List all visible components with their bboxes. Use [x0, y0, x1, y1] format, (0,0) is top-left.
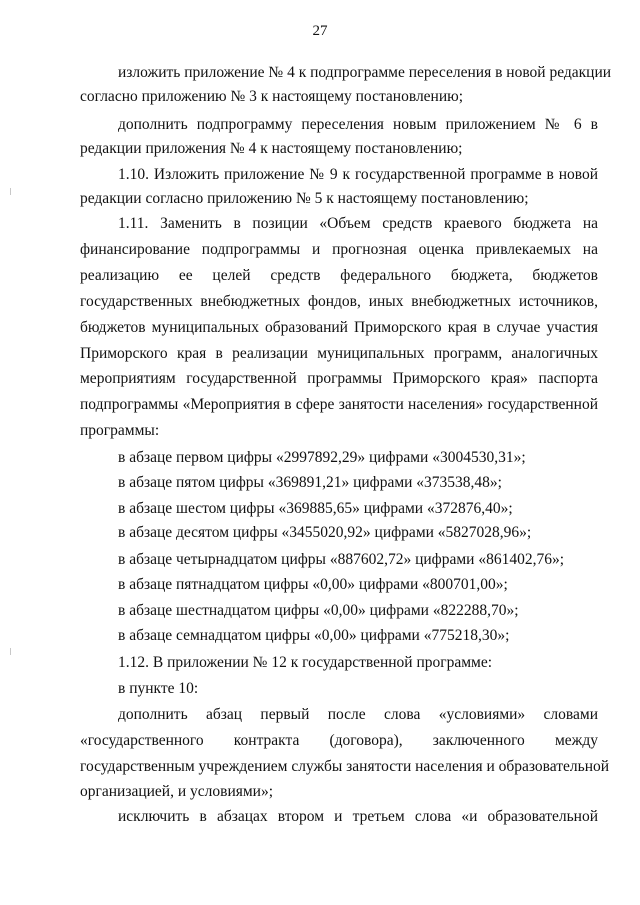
text-line: в абзаце пятом цифры «369891,21» цифрами «373538,48»; — [118, 474, 502, 491]
text-line: исключить в абзацах втором и третьем слова «и образовательной — [118, 808, 598, 825]
text-line: «государственного контракта (договора), заключенного между — [80, 732, 598, 749]
text-line: в абзаце шестом цифры «369885,65» цифрами «372876,40»; — [118, 500, 513, 517]
text-line: согласно приложению № 3 к настоящему постановлению; — [80, 88, 464, 105]
text-line: в пункте 10: — [118, 680, 199, 697]
text-line: программы: — [80, 422, 160, 439]
margin-mark — [10, 188, 11, 195]
text-line: дополнить подпрограмму переселения новым приложением № 6 в — [118, 116, 598, 133]
text-line: финансирование подпрограммы и прогнозная оценка привлекаемых на — [80, 241, 598, 258]
text-line: в абзаце шестнадцатом цифры «0,00» цифрами «822288,70»; — [118, 602, 519, 619]
text-line: 1.12. В приложении № 12 к государственной программе: — [118, 654, 493, 671]
text-line: в абзаце десятом цифры «3455020,92» цифрами «5827028,96»; — [118, 524, 532, 541]
text-line: в абзаце семнадцатом цифры «0,00» цифрами «775218,30»; — [118, 627, 510, 644]
text-line: мероприятиям государственной программы Приморского края» паспорта — [80, 370, 598, 387]
text-line: 1.11. Заменить в позиции «Объем средств краевого бюджета на — [118, 215, 598, 232]
text-line: 1.10. Изложить приложение № 9 к государственной программе в новой — [118, 166, 598, 183]
text-line: в абзаце пятнадцатом цифры «0,00» цифрами «800701,00»; — [118, 576, 508, 593]
text-line: дополнить абзац первый после слова «условиями» словами — [118, 706, 598, 723]
text-line: редакции согласно приложению № 5 к настоящему постановлению; — [80, 190, 529, 207]
text-line: редакции приложения № 4 к настоящему постановлению; — [80, 140, 463, 157]
page-number: 27 — [312, 23, 328, 39]
margin-mark — [10, 648, 11, 655]
text-line: подпрограммы «Мероприятия в сфере занятости населения» государственной — [80, 396, 598, 413]
text-line: в абзаце первом цифры «2997892,29» цифрами «3004530,31»; — [118, 449, 526, 466]
text-line: Приморского края в реализации муниципальных программ, аналогичных — [80, 345, 598, 362]
text-line: бюджетов муниципальных образований Приморского края в случае участия — [80, 319, 598, 336]
text-line: государственным учреждением службы занятости населения и образовательной — [80, 758, 610, 775]
text-line: изложить приложение № 4 к подпрограмме переселения в новой редакции — [118, 64, 612, 81]
text-line: реализацию ее целей средств федерального бюджета, бюджетов — [80, 267, 598, 284]
text-line: организацией, и условиями»; — [80, 783, 274, 800]
text-line: государственных внебюджетных фондов, иных внебюджетных источников, — [80, 293, 598, 310]
text-line: в абзаце четырнадцатом цифры «887602,72» цифрами «861402,76»; — [118, 551, 565, 568]
